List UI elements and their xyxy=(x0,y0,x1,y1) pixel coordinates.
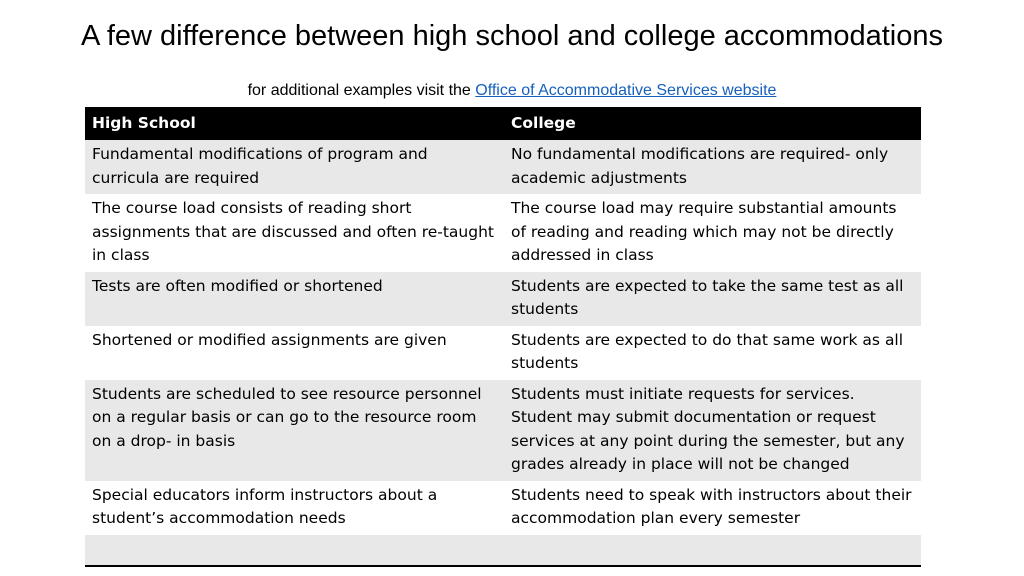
slide-title: A few difference between high school and college accommodations xyxy=(81,20,943,52)
header-high-school: High School xyxy=(85,107,504,140)
table-row xyxy=(85,140,921,194)
high-school-cell: Tests are often modified or shortened xyxy=(85,272,504,326)
college-cell: Students must initiate requests for services. Student may submit documentation or request services at any point during the semester, but any grades already in place will not be changed xyxy=(504,380,921,481)
table-row xyxy=(85,194,921,272)
table-header-row xyxy=(85,107,921,140)
high-school-cell: Fundamental modifications of program and curricula are required xyxy=(85,140,504,194)
high-school-cell: Shortened or modified assignments are given xyxy=(85,326,504,380)
table-row xyxy=(85,481,921,535)
college-cell: Students are expected to do that same work as all students xyxy=(504,326,921,380)
subtitle xyxy=(0,81,1024,101)
high-school-cell: The course load consists of reading short assignments that are discussed and often re-taught in class xyxy=(85,194,504,272)
subtitle-text: for additional examples visit the xyxy=(247,82,476,99)
college-cell: No fundamental modifications are required- only academic adjustments xyxy=(504,140,921,194)
high-school-cell: Special educators inform instructors about a student’s accommodation needs xyxy=(85,481,504,535)
college-cell: Students need to speak with instructors about their accommodation plan every semester xyxy=(504,481,921,535)
table-row-empty xyxy=(85,535,921,566)
high-school-cell: Students are scheduled to see resource personnel on a regular basis or can go to the resource room on a drop- in basis xyxy=(85,380,504,481)
high-school-cell xyxy=(85,535,504,566)
table-row xyxy=(85,380,921,481)
header-college: College xyxy=(504,107,921,140)
table-row xyxy=(85,272,921,326)
table-row xyxy=(85,326,921,380)
college-cell: The course load may require substantial amounts of reading and reading which may not be directly addressed in class xyxy=(504,194,921,272)
college-cell xyxy=(504,535,921,566)
comparison-table xyxy=(85,107,921,567)
office-services-link[interactable]: Office of Accommodative Services website xyxy=(475,82,777,99)
college-cell: Students are expected to take the same test as all students xyxy=(504,272,921,326)
